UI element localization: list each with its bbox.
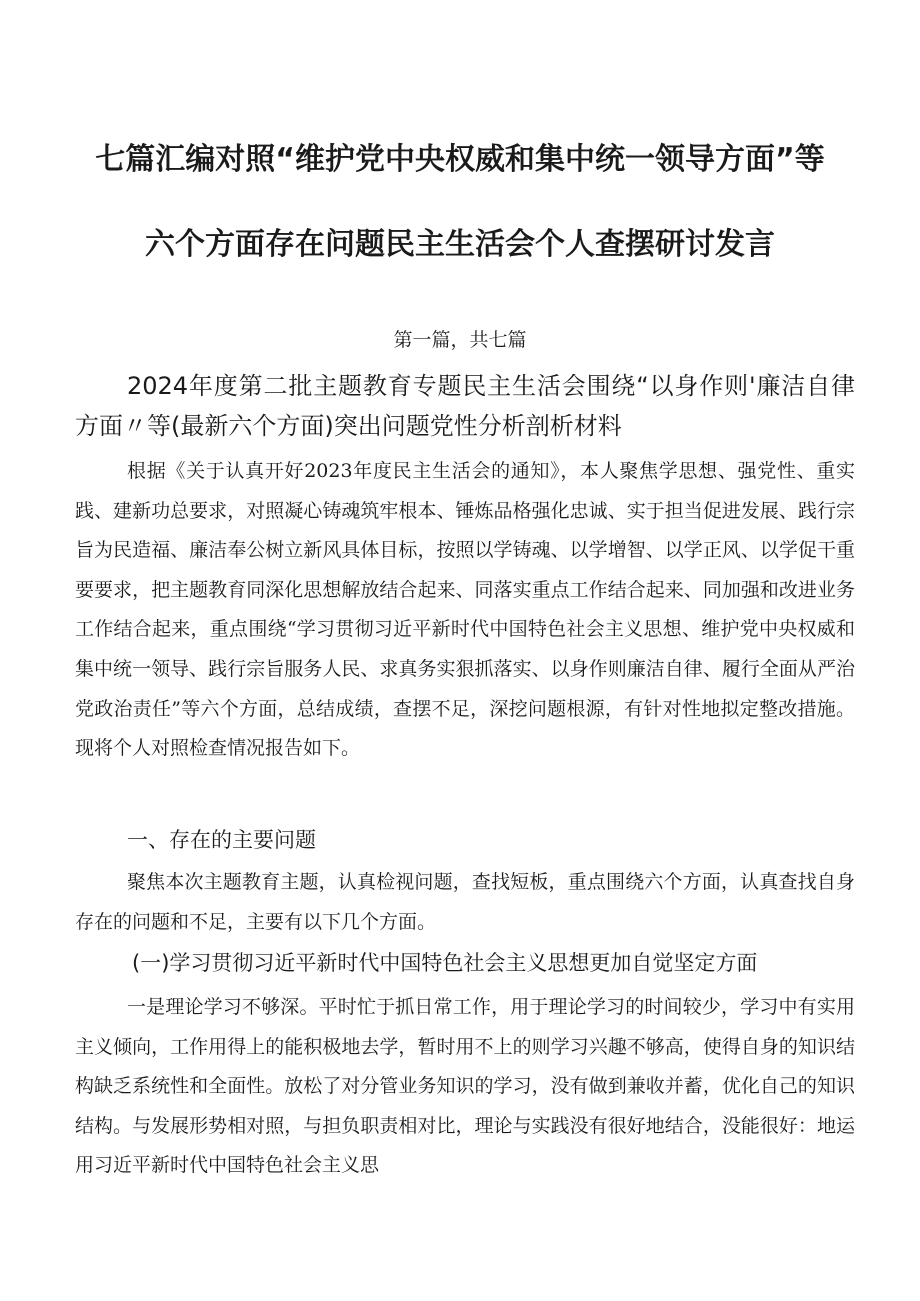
document-title-line-1: 七篇汇编对照“维护党中央权威和集中统一领导方面”等 bbox=[95, 142, 825, 177]
section-heading-2: (一)学习贯彻习近平新时代中国特色社会主义思想更加自觉坚定方面 bbox=[132, 951, 758, 975]
body-paragraph-3: 一是理论学习不够深。平时忙于抓日常工作，用于理论学习的时间较少，学习中有实用主义倾向，工作用得上的能积极地去学，暂时用不上的则学习兴趣不够高，使得自身的知识结构缺乏系统性和全面性。放松了对分管业务知识的学习，没有做到兼收并蓄，优化自己的知识结构。与发展形势相对照，与担负职责相对比，理论与实践没有很好地结合，没能很好：地运用习近平新时代中国特色社会主义思 bbox=[75, 996, 855, 1177]
section-heading-1: 一、存在的主要问题 bbox=[127, 828, 316, 852]
part-label: 第一篇，共七篇 bbox=[393, 329, 527, 351]
article-title: 2024年度第二批主题教育专题民主生活会围绕“以身作则'廉洁自律方面〃等(最新六个方面)突出问题党性分析剖析材料 bbox=[75, 372, 855, 440]
body-paragraph-1: 根据《关于认真开好2023年度民主生活会的通知》，本人聚焦学思想、强党性、重实践、建新功总要求，对照凝心铸魂筑牢根本、锤炼品格强化忠诚、实于担当促进发展、践行宗旨为民造福、廉洁奉公树立新风具体目标，按照以学铸魂、以学增智、以学正风、以学促干重要要求，把主题教育同深化思想解放结合起来、同落实重点工作结合起来、同加强和改进业务工作结合起来，重点围绕“学习贯彻习近平新时代中国特色社会主义思想、维护党中央权威和集中统一领导、践行宗旨服务人民、求真务实狠抓落实、以身作则廉洁自律、履行全面从严治党政治责任”等六个方面，总结成绩，查摆不足，深挖问题根源，有针对性地拟定整改措施。现将个人对照检查情况报告如下。 bbox=[75, 460, 855, 760]
document-title-line-2: 六个方面存在问题民主生活会个人查摆研讨发言 bbox=[145, 227, 775, 262]
body-paragraph-2: 聚焦本次主题教育主题，认真检视问题，查找短板，重点围绕六个方面，认真查找自身存在的问题和不足，主要有以下几个方面。 bbox=[75, 871, 855, 933]
